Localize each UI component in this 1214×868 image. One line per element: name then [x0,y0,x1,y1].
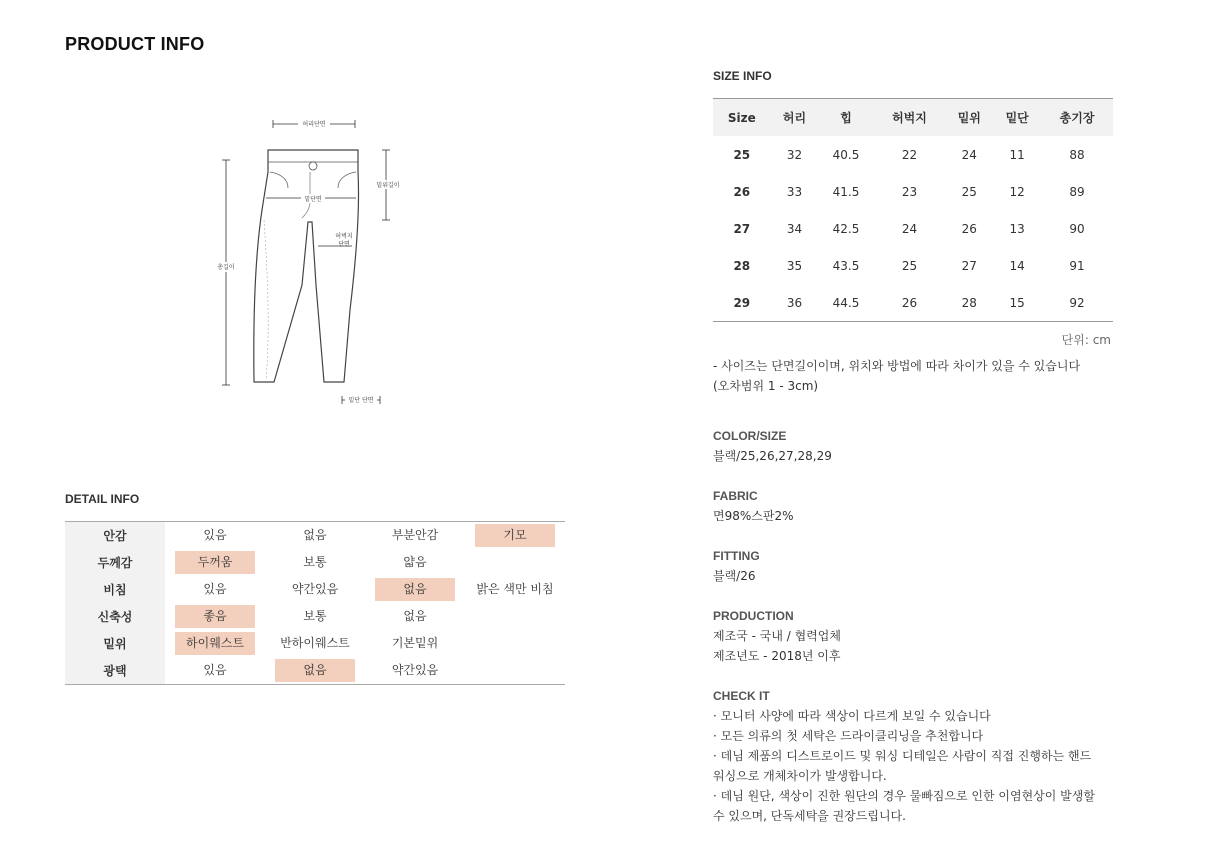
size-cell: 25 [901,258,918,273]
detail-option-cell [165,549,265,576]
detail-option: 있음 [203,528,227,542]
size-cell: 23 [901,184,918,199]
detail-option: 없음 [403,609,427,623]
production-year: 제조년도 - 2018년 이후 [713,649,841,663]
detail-option: 있음 [203,582,227,596]
detail-option: 부분안감 [391,528,439,542]
color-size-value: 블랙/25,26,27,28,29 [713,449,832,463]
thigh-label-line1: 허벅지 [335,233,353,240]
detail-row [65,549,565,576]
detail-option-selected: 없음 [375,578,455,601]
size-cell: 35 [786,258,803,273]
size-cell: 90 [1069,221,1085,236]
detail-empty-cell [465,603,565,630]
size-column-header: 밑위 [945,99,993,137]
size-row [713,284,1113,322]
detail-option: 없음 [303,528,327,542]
detail-option-cell [265,522,365,550]
size-info-heading: SIZE INFO [713,69,772,83]
check-it-line: · 데님 원단, 색상이 진한 원단의 경우 물빠짐으로 인한 이염현상이 발생할 [713,789,1095,803]
size-cell: 88 [1069,147,1085,162]
detail-row-label: 밑위 [65,630,165,657]
detail-option: 약간있음 [391,663,439,677]
detail-option: 기본밑위 [391,636,439,650]
size-cell: 26 [901,295,918,310]
detail-option-selected: 기모 [475,524,555,547]
size-cell: 41.5 [832,184,860,199]
size-cell: 22 [901,147,918,162]
production-section [713,606,1133,666]
detail-info-heading: DETAIL INFO [65,492,140,506]
detail-row-label: 광택 [65,657,165,685]
size-cell-label: 29 [733,295,751,310]
size-cell-label: 26 [733,184,751,199]
size-note-line: - 사이즈는 단면길이이며, 위치와 방법에 따라 차이가 있을 수 있습니다 [713,359,1081,373]
detail-empty-cell [465,549,565,576]
detail-row-label: 비침 [65,576,165,603]
size-cell: 15 [1009,295,1025,310]
detail-empty-cell [465,657,565,685]
detail-option: 약간있음 [291,582,339,596]
detail-option: 보통 [303,555,327,569]
detail-info-table [65,521,565,685]
size-cell-label: 25 [733,147,751,162]
detail-row [65,522,565,550]
check-it-section [713,686,1133,826]
size-cell: 33 [786,184,803,199]
detail-row-label: 신축성 [65,603,165,630]
rise-label: 밑위길이 [376,182,400,189]
production-heading: PRODUCTION [713,609,794,623]
size-cell: 40.5 [832,147,860,162]
detail-option-cell [365,657,465,685]
detail-row [65,603,565,630]
fitting-section [713,546,1133,586]
detail-option-cell [365,576,465,603]
detail-option-cell [265,549,365,576]
detail-row [65,576,565,603]
fitting-heading: FITTING [713,549,760,563]
size-column-header: 허리 [771,99,819,137]
check-it-line: 워싱으로 개체차이가 발생합니다. [713,769,887,783]
size-cell: 92 [1069,295,1085,310]
detail-option-selected: 두꺼움 [175,551,255,574]
detail-option-cell [165,576,265,603]
detail-option: 얇음 [403,555,427,569]
size-cell-label: 28 [733,258,751,273]
detail-option-cell [165,603,265,630]
detail-option-cell [365,603,465,630]
size-cell: 26 [961,221,977,236]
hip-label: 밑단면 [304,196,322,203]
button-detail [309,162,317,170]
check-it-line: · 모니터 사양에 따라 색상이 다르게 보일 수 있습니다 [713,709,991,723]
check-it-line: · 데님 제품의 디스트로이드 및 워싱 디테일은 사람이 직접 진행하는 핸드 [713,749,1092,763]
size-row [713,136,1113,173]
color-size-heading: COLOR/SIZE [713,429,787,443]
size-cell: 89 [1069,184,1085,199]
detail-option-selected: 없음 [275,659,355,682]
hem-label: 밑단 단면 [348,397,374,404]
size-cell: 91 [1069,258,1085,273]
size-note-line: (오차범위 1 - 3cm) [713,379,819,393]
pants-size-diagram [190,110,420,415]
detail-option: 보통 [303,609,327,623]
fabric-value: 면98%스판2% [713,509,794,523]
size-column-header: 밑단 [993,99,1041,137]
size-column-header: 허벅지 [874,99,946,137]
size-cell: 36 [786,295,803,310]
size-column-header: Size [713,99,771,137]
check-it-line: · 모든 의류의 첫 세탁은 드라이클리닝을 추천합니다 [713,729,984,743]
detail-row [65,657,565,685]
size-row [713,247,1113,284]
detail-option-cell [265,576,365,603]
size-cell: 25 [961,184,977,199]
size-cell: 11 [1009,147,1025,162]
size-info-table [713,98,1113,322]
detail-option-cell [365,630,465,657]
size-cell: 24 [901,221,918,236]
size-cell: 27 [961,258,977,273]
waist-label: 허리단면 [302,121,326,128]
total-length-label: 총길이 [217,264,235,271]
detail-option-cell [165,630,265,657]
detail-option: 있음 [203,663,227,677]
size-cell: 42.5 [832,221,860,236]
production-country: 제조국 - 국내 / 협력업체 [713,629,841,643]
check-it-line: 수 있으며, 단독세탁을 권장드립니다. [713,809,906,823]
detail-option-cell [365,549,465,576]
detail-option: 밝은 색만 비침 [476,582,554,596]
detail-empty-cell [465,630,565,657]
size-cell: 24 [961,147,977,162]
detail-row-label: 안감 [65,522,165,550]
pants-outline [254,150,359,382]
size-row [713,210,1113,247]
page-title: PRODUCT INFO [65,34,205,54]
fabric-section [713,486,1133,526]
detail-option-cell [165,657,265,685]
size-column-header: 힙 [818,99,873,137]
detail-option-selected: 하이웨스트 [175,632,255,655]
fabric-heading: FABRIC [713,489,758,503]
unit-label: 단위: cm [1061,333,1111,347]
size-cell: 44.5 [832,295,860,310]
size-column-header: 총기장 [1041,99,1113,137]
size-note [713,356,1123,396]
detail-row-label: 두께감 [65,549,165,576]
size-cell: 34 [786,221,803,236]
size-cell: 43.5 [832,258,860,273]
detail-option-cell [465,522,565,550]
size-cell: 13 [1009,221,1025,236]
detail-option-cell [465,576,565,603]
size-cell: 28 [961,295,977,310]
detail-row [65,630,565,657]
fitting-value: 블랙/26 [713,569,756,583]
detail-option-cell [365,522,465,550]
color-size-section [713,426,1133,466]
size-cell-label: 27 [733,221,751,236]
size-cell: 32 [786,147,803,162]
detail-option: 반하이웨스트 [280,636,350,650]
detail-option-cell [165,522,265,550]
size-cell: 12 [1009,184,1025,199]
detail-option-cell [265,630,365,657]
size-row [713,173,1113,210]
thigh-label-line2: 단면 [338,241,350,248]
detail-option-cell [265,657,365,685]
check-it-heading: CHECK IT [713,689,770,703]
detail-option-cell [265,603,365,630]
size-cell: 14 [1009,258,1025,273]
detail-option-selected: 좋음 [175,605,255,628]
